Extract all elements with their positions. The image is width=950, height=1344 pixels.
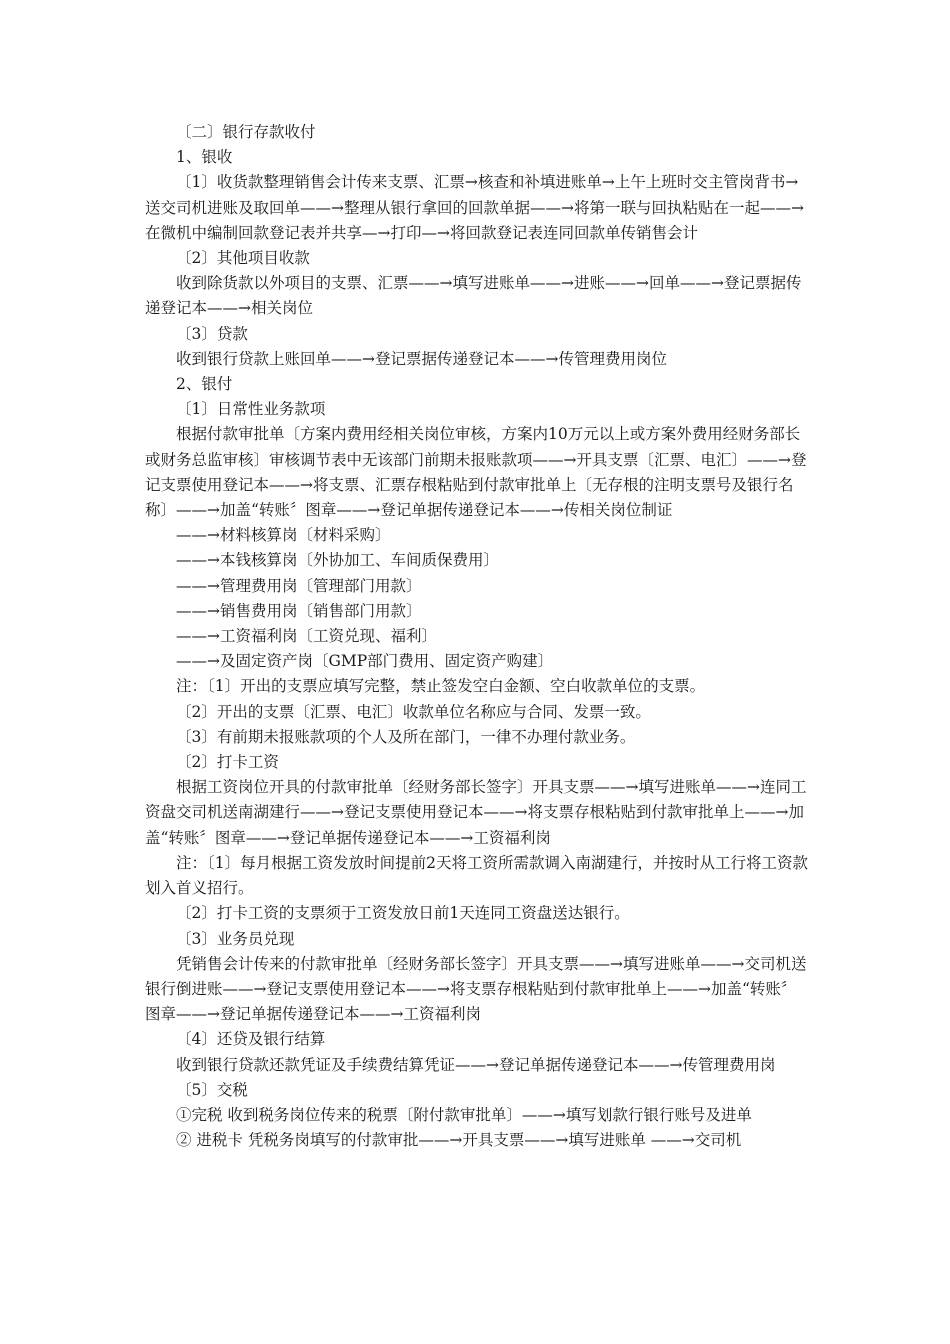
item-heading: 〔1〕日常性业务款项 — [176, 400, 326, 419]
subsection-heading: 2、银付 — [176, 375, 233, 394]
list-item: ——→材料核算岗〔材料采购〕 — [176, 526, 391, 545]
item-heading: 〔3〕贷款 — [176, 324, 248, 343]
note: 〔3〕有前期未报账款项的个人及所在部门，一律不办理付款业务。 — [176, 727, 636, 746]
paragraph: 收到除货款以外项目的支票、汇票——→填写进账单——→进账——→回单——→登记票据传递登记本——→相关岗位 — [145, 274, 802, 318]
item-heading: 〔2〕其他项目收款 — [176, 249, 310, 268]
paragraph: 收到银行贷款还款凭证及手续费结算凭证——→登记单据传递登记本——→传管理费用岗 — [176, 1055, 776, 1074]
paragraph: 根据付款审批单〔方案内费用经相关岗位审核，方案内10万元以上或方案外费用经财务部长或财务总监审核〕审核调节表中无该部门前期未报账款项——→开具支票〔汇票、电汇〕——→登记支票使用登记本——→将支票、汇票存根粘贴到付款审批单上〔无存根的注明支票号及银行名称〕——→加盖“转账〞图章——→登记单据传递登记本——→传相关岗位制证 — [145, 425, 807, 520]
note: 〔2〕打卡工资的支票须于工资发放日前1天连同工资盘送达银行。 — [176, 904, 630, 923]
list-item: ——→管理费用岗〔管理部门用款〕 — [176, 576, 422, 595]
paragraph: ② 进税卡 凭税务岗填写的付款审批——→开具支票——→填写进账单 ——→交司机 — [176, 1131, 742, 1150]
subsection-heading: 1、银收 — [176, 148, 233, 167]
section-heading: 〔二〕银行存款收付 — [176, 123, 316, 141]
paragraph: 凭销售会计传来的付款审批单〔经财务部长签字〕开具支票——→填写进账单——→交司机送银行倒进账——→登记支票使用登记本——→将支票存根粘贴到付款审批单上——→加盖“转账〞图章——→登记单据传递登记本——→工资福利岗 — [145, 954, 807, 1024]
item-heading: 〔2〕打卡工资 — [176, 753, 279, 772]
list-item: ——→销售费用岗〔销售部门用款〕 — [176, 601, 422, 620]
list-item: ——→及固定资产岗〔GMP部门费用、固定资产购建〕 — [176, 652, 554, 671]
paragraph: 〔1〕收货款整理销售会计传来支票、汇票→核查和补填进账单→上午上班时交主管岗背书→送交司机进账及取回单——→整理从银行拿回的回款单据——→将第一联与回执粘贴在一起——→在微机中编制回款登记表并共享—→打印—→将回款登记表连同回款单传销售会计 — [145, 173, 804, 242]
item-heading: 〔5〕交税 — [176, 1080, 248, 1099]
item-heading: 〔4〕还贷及银行结算 — [176, 1030, 326, 1049]
paragraph: 收到银行贷款上账回单——→登记票据传递登记本——→传管理费用岗位 — [176, 349, 667, 368]
note: 注：〔1〕开出的支票应填写完整，禁止签发空白金额、空白收款单位的支票。 — [176, 677, 706, 696]
item-heading: 〔3〕业务员兑现 — [176, 929, 295, 948]
note: 〔2〕开出的支票〔汇票、电汇〕收款单位名称应与合同、发票一致。 — [176, 702, 651, 721]
paragraph: 根据工资岗位开具的付款审批单〔经财务部长签字〕开具支票——→填写进账单——→连同工资盘交司机送南湖建行——→登记支票使用登记本——→将支票存根粘贴到付款审批单上——→加盖“转账〞图章——→登记单据传递登记本——→工资福利岗 — [145, 778, 807, 847]
note: 注：〔1〕每月根据工资发放时间提前2天将工资所需款调入南湖建行，并按时从工行将工资款划入首义招行。 — [145, 853, 808, 898]
list-item: ——→本钱核算岗〔外协加工、车间质保费用〕 — [176, 551, 499, 570]
list-item: ——→工资福利岗〔工资兑现、福利〕 — [176, 627, 437, 646]
paragraph: ①完税 收到税务岗位传来的税票〔附付款审批单〕——→填写划款行银行账号及进单 — [176, 1105, 752, 1124]
document-page — [145, 120, 810, 1153]
